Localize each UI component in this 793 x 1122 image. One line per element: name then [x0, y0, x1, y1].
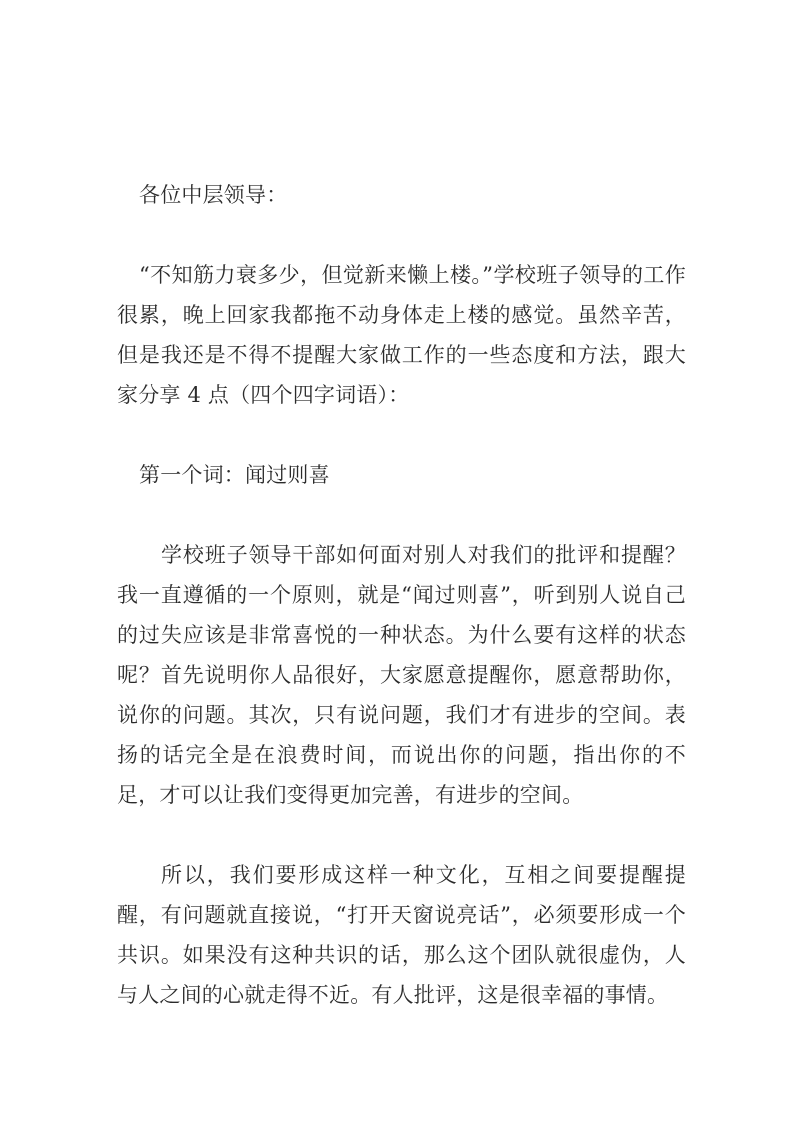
paragraph-opening: “不知筋力衰多少，但觉新来懒上楼。”学校班子领导的工作很累，晚上回家我都拖不动身体走上楼的感觉。虽然辛苦，但是我还是不得不提醒大家做工作的一些态度和方法，跟大家分享 4 点（四个四字词语）： [117, 263, 686, 407]
paragraph-body-one: 学校班子领导干部如何面对别人对我们的批评和提醒？我一直遵循的一个原则，就是“闻过则喜”，听到别人说自己的过失应该是非常喜悦的一种状态。为什么要有这样的状态呢？首先说明你人品很好，大家愿意提醒你，愿意帮助你，说你的问题。其次，只有说问题，我们才有进步的空间。表扬的话完全是在浪费时间，而说出你的问题，指出你的不足，才可以让我们变得更加完善，有进步的空间。 [117, 543, 686, 807]
paragraph-body-two: 所以，我们要形成这样一种文化，互相之间要提醒提醒，有问题就直接说，“打开天窗说亮话”，必须要形成一个共识。如果没有这种共识的话，那么这个团队就很虚伪，人与人之间的心就走得不近。有人批评，这是很幸福的事情。 [117, 863, 686, 1007]
section-heading-first-word: 第一个词：闻过则喜 [139, 463, 330, 487]
document-body [117, 175, 686, 1015]
salutation-line: 各位中层领导： [139, 183, 288, 207]
